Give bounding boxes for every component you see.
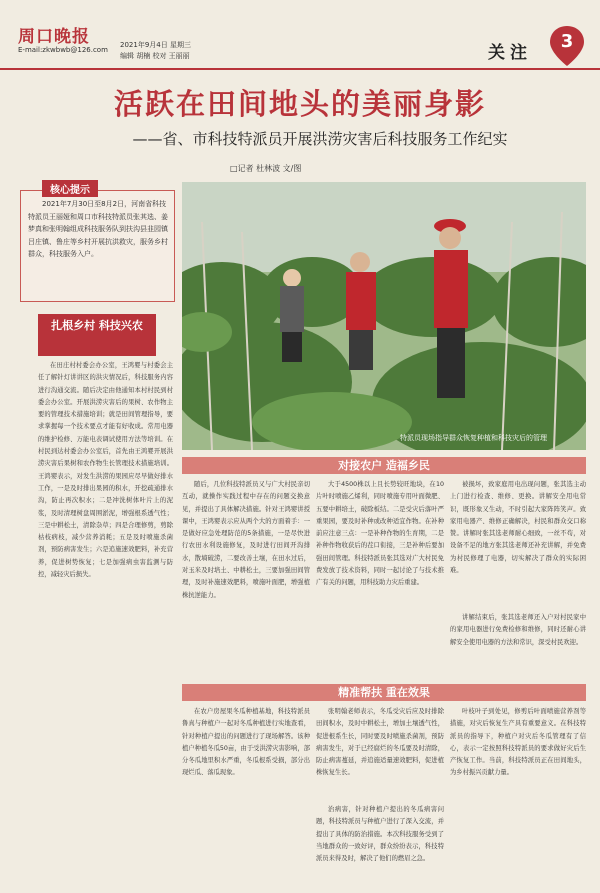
column-mid: 随后，几位科技特派员又与广大村民亲切互动，就操作实践过程中存在的问题交换意见，并提出了具体解决措施。针对王鸿婴讲授课中，王鸿婴表示应从两个大的方面着手：一是做好应急处理防范的5条措施，一是尽快进行农田水利设施修复，及时进行田间开沟排水，散墒破涝，二要改善土壤，在田水过后，对玉米及时培土、中耕松土，三要加强田间管理，及时补施速效肥料，喷施叶面肥，增强植株抗逆能力。 (182, 481, 310, 599)
column-right-2: 讲解结束后，张其选老师还入户对村民家中的家用电器进行免费检修和维修，同时还耐心讲解安全使用电器的方法和常识，深受村民欢迎。 (450, 614, 586, 646)
core-tip-text: 2021年7月30日至8月2日，河南省科技特派员王丽娅和周口市科技特派员张其选、姜梦真和张明翰组成科技服务队到扶沟县韭园镇吕庄镇、鲁庄等乡村开展抗洪救灾，服务乡村群众，科技服务入户。 (28, 200, 168, 258)
column-bottom-1: 在农户房屋果冬瓜种植基地，科技特派员鲁真与种植户一起对冬瓜种植进行实地查看，针对种植户提出的问题进行了现场解答。该种植户种植冬瓜50亩，由于受洪涝灾害影响，部分冬瓜地里积水严重，冬瓜根系受损，部分出现烂瓜、落瓜现象。 (182, 708, 310, 777)
masthead-editors: 编辑 胡楠 校对 王丽丽 (120, 52, 190, 60)
column-left: 在田庄村村委会办公室，王鸿婴与村委会主任了解针灯讲讲区的洪灾情况后，科技服务内容进行沟通交流。随后决定由他通知本村村民到村委会办公室。开展洪涝灾害后的果树、农作物主要的管理技术措施培训；就是田间管理指导，要求掌握每一个技术要点才能有好收成。常用电器的维护检修、万能电表调试使用方法等培训。在村民到达村委会办公室后，首先由王鸿婴开展洪涝灾害后果树和农作物生长管理技术措施培训。王鸿婴表示，对发生洪涝的果园应尽早做好排水工作，一是及时排出果园的积水，开挖疏通排水沟，防止再次积水；二是冲洗树体叶片上的泥浆，及时清理树盘周围淤泥，增强根系透气性；三是中耕松土，清除杂草；四是合理修剪，剪除枯枝病枝，减少营养消耗；五是及时喷施杀菌剂，预防病害发生；六是追施速效肥料，补充营养，促进树势恢复；七是加强病虫害监测与防控，减轻灾后损失。 (38, 362, 173, 579)
masthead-dateline (120, 40, 191, 62)
column-right: 被损坏，致家庭用电出现问题，张其选主动上门进行检查、维修、更换。讲解安全用电常识，既形象又生动，不时引起大家阵阵笑声。致家用电器产、维修正确解决，村民和群众交口称赞。讲解时张其选老师耐心细致，一丝不苟，对设备不足的地方张其选老师还补充讲解，并免费为村民修理了电器，切实解决了群众的实际困难。 (450, 481, 586, 575)
section-heading-3: 精准帮扶 重在效果 (182, 684, 586, 701)
masthead (0, 0, 600, 70)
page-number: 3 (560, 31, 574, 52)
field-photo (182, 182, 586, 450)
column-mid-2: 大于4500株以上且长势较旺地块，在10片叶时喷施乙烯利，同时喷施专用叶面微肥、五要中耕培土，破除板结。二是受灾后落叶严重果园，要及时补种或改种适宜作物。在补种前应注意三点：一是补种作物的生育期，二是补种作物收获后的茬口衔接，三是补种后要加强田间管理。科技特派员张其选对广大村民免费发放了技术资料，同时一起讨论了与技术推广有关的问题，用科技助力灾后重建。 (316, 481, 444, 587)
headline-title: 活跃在田间地头的美丽身影 (113, 87, 486, 121)
section-heading-1 (38, 314, 156, 356)
column-bottom-2: 张明翰老师表示，冬瓜受灾后应及时排除田间积水，及时中耕松土，增加土壤透气性，促进根系生长，同时要及时喷施杀菌剂，预防病害发生，对于已经腐烂的冬瓜要及时清除，防止病害蔓延，并追施适量速效肥料，促进植株恢复生长。 (316, 708, 444, 777)
column-bottom-4: 治病害，针对种植户提出的冬瓜病害问题，科技特派员与种植户进行了深入交流，并提出了具体的防治措施。本次科技服务受到了当地群众的一致好评，群众纷纷表示，科技特派员来得及时，解决了他们的燃眉之急。 (316, 806, 444, 863)
section-heading-2: 对接农户 造福乡民 (182, 457, 586, 474)
masthead-logo: 周口晚报 (18, 27, 90, 47)
headline-subtitle: ——省、市科技特派员开展洪涝灾害后科技服务工作纪实 (132, 130, 508, 148)
page-number-badge (550, 26, 584, 66)
core-tip-label: 核心提示 (42, 180, 98, 197)
section-heading-1-text: 扎根乡村 科技兴农 (51, 319, 143, 332)
masthead-email: E-mail:zkwbwb@126.com (18, 46, 108, 54)
photo-illustration (182, 182, 586, 450)
column-bottom-3: 叶枝叶子到处见，修剪后叶面喷施营养剂等措施，对灾后恢复生产具有重要意义。在科技特派员的指导下，种植户对灾后冬瓜管理有了信心，表示一定按照科技特派员的要求做好灾后生产恢复工作。当前，科技特派员正在田间地头，为乡村振兴贡献力量。 (450, 708, 586, 777)
masthead-date: 2021年9月4日 星期三 (120, 41, 191, 49)
section-name: 关注 (488, 43, 532, 63)
byline: □记者 杜林波 文/图 (230, 164, 302, 173)
photo-caption: 特派员现场指导群众恢复种植和科技灾后的管理 (400, 434, 547, 442)
